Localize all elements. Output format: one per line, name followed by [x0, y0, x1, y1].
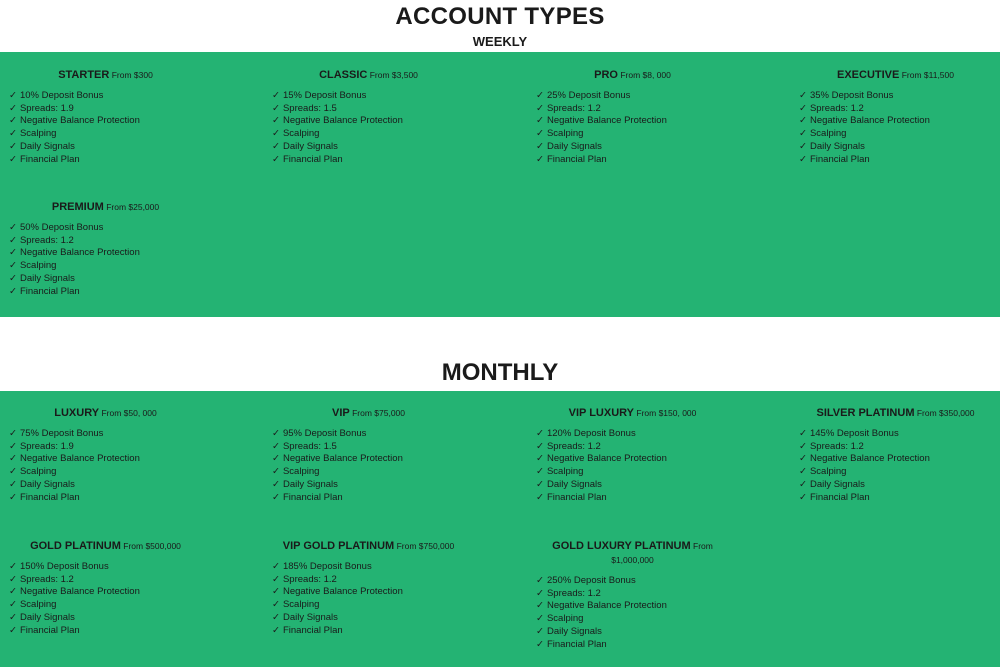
- feature-text: Scalping: [546, 613, 584, 625]
- checkmark-icon: ✓: [9, 491, 17, 503]
- feature-text: Financial Plan: [19, 285, 80, 297]
- checkmark-icon: ✓: [536, 153, 544, 165]
- feature-text: Daily Signals: [19, 272, 75, 284]
- feature-text: Financial Plan: [546, 638, 607, 650]
- feature-list: [515, 90, 750, 166]
- feature-item: [9, 273, 223, 286]
- feature-item: [272, 128, 486, 141]
- feature-text: Financial Plan: [282, 153, 343, 165]
- feature-text: 75% Deposit Bonus: [19, 428, 104, 439]
- feature-text: Daily Signals: [19, 611, 75, 623]
- feature-item: [799, 103, 1000, 116]
- account-name: STARTER: [58, 69, 110, 81]
- feature-item: [536, 115, 750, 128]
- account-name: PREMIUM: [51, 201, 104, 213]
- monthly-title: MONTHLY: [441, 359, 559, 386]
- weekly-section: [0, 52, 1000, 317]
- checkmark-icon: ✓: [9, 428, 17, 439]
- feature-text: Negative Balance Protection: [19, 586, 140, 598]
- account-card-header: [778, 68, 1000, 82]
- feature-item: [272, 441, 486, 454]
- feature-text: 95% Deposit Bonus: [282, 428, 367, 439]
- account-card: [0, 200, 223, 298]
- feature-item: [536, 453, 750, 466]
- checkmark-icon: ✓: [799, 491, 807, 503]
- checkmark-icon: ✓: [272, 624, 280, 636]
- account-price: From $350,000: [914, 408, 975, 418]
- account-card-header: [251, 68, 486, 82]
- feature-text: Spreads: 1.9: [19, 102, 74, 114]
- feature-text: Spreads: 1.2: [546, 102, 601, 114]
- checkmark-icon: ✓: [272, 611, 280, 623]
- checkmark-icon: ✓: [9, 453, 17, 465]
- feature-item: [536, 575, 750, 588]
- feature-item: [9, 466, 223, 479]
- account-name: LUXURY: [54, 407, 100, 419]
- feature-text: Scalping: [809, 466, 847, 478]
- account-card-header: [251, 539, 486, 553]
- feature-text: Negative Balance Protection: [546, 453, 667, 465]
- account-price: From $50, 000: [99, 408, 157, 418]
- feature-item: [536, 103, 750, 116]
- checkmark-icon: ✓: [272, 599, 280, 611]
- checkmark-icon: ✓: [272, 140, 280, 152]
- checkmark-icon: ✓: [9, 140, 17, 152]
- feature-item: [9, 286, 223, 299]
- account-card: [778, 406, 1000, 504]
- checkmark-icon: ✓: [536, 428, 544, 439]
- feature-item: [272, 466, 486, 479]
- checkmark-icon: ✓: [799, 115, 807, 127]
- account-card: [0, 406, 223, 504]
- feature-item: [536, 141, 750, 154]
- feature-text: Scalping: [19, 599, 57, 611]
- feature-text: Spreads: 1.2: [809, 102, 864, 114]
- feature-item: [799, 453, 1000, 466]
- checkmark-icon: ✓: [799, 90, 807, 101]
- feature-text: 10% Deposit Bonus: [19, 90, 104, 101]
- feature-list: [778, 428, 1000, 504]
- feature-text: Spreads: 1.2: [809, 440, 864, 452]
- checkmark-icon: ✓: [9, 478, 17, 490]
- feature-text: Scalping: [19, 128, 57, 140]
- feature-text: Negative Balance Protection: [282, 453, 403, 465]
- checkmark-icon: ✓: [9, 247, 17, 259]
- feature-item: [9, 141, 223, 154]
- checkmark-icon: ✓: [272, 440, 280, 452]
- feature-list: [0, 561, 223, 637]
- feature-text: Scalping: [282, 599, 320, 611]
- account-card-header: [778, 406, 1000, 420]
- feature-text: Spreads: 1.2: [19, 573, 74, 585]
- account-name: EXECUTIVE: [836, 69, 900, 81]
- feature-text: Daily Signals: [809, 478, 865, 490]
- checkmark-icon: ✓: [9, 128, 17, 140]
- monthly-section: [0, 391, 1000, 667]
- feature-item: [799, 441, 1000, 454]
- feature-item: [799, 479, 1000, 492]
- checkmark-icon: ✓: [536, 638, 544, 650]
- feature-list: [0, 428, 223, 504]
- account-name: GOLD LUXURY PLATINUM: [552, 540, 691, 552]
- account-price: From $75,000: [349, 408, 405, 418]
- checkmark-icon: ✓: [272, 573, 280, 585]
- feature-text: Scalping: [282, 466, 320, 478]
- feature-item: [799, 115, 1000, 128]
- account-card: [251, 539, 486, 637]
- checkmark-icon: ✓: [536, 625, 544, 637]
- feature-item: [9, 260, 223, 273]
- account-name: CLASSIC: [319, 69, 368, 81]
- feature-list: [515, 575, 750, 651]
- feature-text: 150% Deposit Bonus: [19, 561, 109, 572]
- feature-item: [272, 612, 486, 625]
- feature-item: [536, 588, 750, 601]
- checkmark-icon: ✓: [536, 491, 544, 503]
- feature-text: Scalping: [19, 260, 57, 272]
- account-price: From $300: [109, 70, 153, 80]
- checkmark-icon: ✓: [536, 440, 544, 452]
- feature-text: Financial Plan: [19, 491, 80, 503]
- feature-item: [9, 441, 223, 454]
- feature-text: Financial Plan: [546, 491, 607, 503]
- feature-item: [9, 222, 223, 235]
- feature-text: Spreads: 1.9: [19, 440, 74, 452]
- account-card-header: [0, 406, 223, 420]
- checkmark-icon: ✓: [272, 153, 280, 165]
- checkmark-icon: ✓: [799, 478, 807, 490]
- feature-text: Scalping: [546, 466, 584, 478]
- feature-text: Scalping: [282, 128, 320, 140]
- checkmark-icon: ✓: [536, 102, 544, 114]
- feature-item: [9, 453, 223, 466]
- account-card-header: [0, 539, 223, 553]
- feature-text: Financial Plan: [546, 153, 607, 165]
- feature-item: [9, 625, 223, 638]
- checkmark-icon: ✓: [799, 128, 807, 140]
- checkmark-icon: ✓: [9, 599, 17, 611]
- feature-text: 185% Deposit Bonus: [282, 561, 372, 572]
- account-name: PRO: [594, 69, 618, 81]
- feature-item: [9, 115, 223, 128]
- feature-item: [536, 466, 750, 479]
- feature-text: Financial Plan: [282, 624, 343, 636]
- feature-text: Scalping: [809, 128, 847, 140]
- account-name: VIP LUXURY: [568, 407, 635, 419]
- feature-item: [9, 154, 223, 167]
- checkmark-icon: ✓: [536, 90, 544, 101]
- checkmark-icon: ✓: [272, 586, 280, 598]
- feature-text: 120% Deposit Bonus: [546, 428, 636, 439]
- feature-text: Scalping: [546, 128, 584, 140]
- checkmark-icon: ✓: [9, 234, 17, 246]
- checkmark-icon: ✓: [799, 153, 807, 165]
- checkmark-icon: ✓: [272, 453, 280, 465]
- checkmark-icon: ✓: [272, 115, 280, 127]
- feature-item: [799, 428, 1000, 441]
- account-card-header: [0, 68, 223, 82]
- checkmark-icon: ✓: [272, 491, 280, 503]
- feature-item: [272, 561, 486, 574]
- feature-text: Negative Balance Protection: [546, 115, 667, 127]
- account-name: VIP GOLD PLATINUM: [282, 540, 395, 552]
- checkmark-icon: ✓: [9, 90, 17, 101]
- feature-text: Negative Balance Protection: [19, 115, 140, 127]
- feature-item: [536, 479, 750, 492]
- checkmark-icon: ✓: [799, 466, 807, 478]
- feature-text: 250% Deposit Bonus: [546, 575, 636, 586]
- checkmark-icon: ✓: [799, 102, 807, 114]
- feature-item: [9, 492, 223, 505]
- feature-text: Negative Balance Protection: [19, 247, 140, 259]
- feature-text: Daily Signals: [19, 140, 75, 152]
- feature-text: Spreads: 1.2: [282, 573, 337, 585]
- feature-item: [9, 574, 223, 587]
- feature-item: [799, 128, 1000, 141]
- feature-item: [536, 613, 750, 626]
- checkmark-icon: ✓: [536, 453, 544, 465]
- feature-text: Daily Signals: [546, 140, 602, 152]
- feature-list: [251, 428, 486, 504]
- account-name: VIP: [331, 407, 350, 419]
- feature-item: [9, 103, 223, 116]
- checkmark-icon: ✓: [9, 573, 17, 585]
- feature-item: [9, 247, 223, 260]
- feature-item: [272, 90, 486, 103]
- feature-item: [272, 453, 486, 466]
- feature-item: [272, 141, 486, 154]
- feature-item: [9, 479, 223, 492]
- feature-text: Spreads: 1.2: [546, 440, 601, 452]
- feature-text: Financial Plan: [809, 153, 870, 165]
- feature-text: Spreads: 1.2: [546, 587, 601, 599]
- feature-item: [799, 466, 1000, 479]
- feature-text: Financial Plan: [809, 491, 870, 503]
- account-price: From $8, 000: [617, 70, 671, 80]
- feature-item: [536, 154, 750, 167]
- checkmark-icon: ✓: [9, 440, 17, 452]
- feature-text: Negative Balance Protection: [809, 115, 930, 127]
- feature-item: [799, 492, 1000, 505]
- checkmark-icon: ✓: [536, 466, 544, 478]
- account-card-header: [545, 539, 720, 567]
- feature-item: [9, 599, 223, 612]
- checkmark-icon: ✓: [9, 115, 17, 127]
- account-price: From $1,000,000: [611, 541, 713, 565]
- feature-text: 50% Deposit Bonus: [19, 222, 104, 233]
- account-card: [251, 406, 486, 504]
- feature-item: [272, 103, 486, 116]
- checkmark-icon: ✓: [272, 478, 280, 490]
- feature-item: [9, 561, 223, 574]
- feature-text: Daily Signals: [809, 140, 865, 152]
- feature-item: [536, 600, 750, 613]
- checkmark-icon: ✓: [272, 428, 280, 439]
- checkmark-icon: ✓: [9, 586, 17, 598]
- feature-list: [251, 561, 486, 637]
- feature-text: 35% Deposit Bonus: [809, 90, 894, 101]
- feature-item: [9, 612, 223, 625]
- feature-text: 25% Deposit Bonus: [546, 90, 631, 101]
- account-card: [515, 539, 750, 651]
- checkmark-icon: ✓: [536, 600, 544, 612]
- feature-text: Negative Balance Protection: [282, 586, 403, 598]
- account-card-header: [0, 200, 223, 214]
- checkmark-icon: ✓: [799, 440, 807, 452]
- feature-text: Negative Balance Protection: [546, 600, 667, 612]
- account-price: From $11,500: [899, 70, 954, 80]
- feature-item: [272, 479, 486, 492]
- feature-item: [9, 90, 223, 103]
- feature-text: 15% Deposit Bonus: [282, 90, 367, 101]
- account-name: SILVER PLATINUM: [816, 407, 915, 419]
- feature-item: [799, 141, 1000, 154]
- feature-text: Daily Signals: [19, 478, 75, 490]
- feature-text: Financial Plan: [19, 153, 80, 165]
- checkmark-icon: ✓: [536, 115, 544, 127]
- checkmark-icon: ✓: [272, 128, 280, 140]
- checkmark-icon: ✓: [9, 561, 17, 572]
- checkmark-icon: ✓: [9, 466, 17, 478]
- checkmark-icon: ✓: [536, 140, 544, 152]
- account-card: [0, 539, 223, 637]
- feature-text: Daily Signals: [546, 478, 602, 490]
- account-price: From $500,000: [120, 541, 181, 551]
- feature-item: [9, 586, 223, 599]
- feature-item: [272, 586, 486, 599]
- feature-text: Spreads: 1.2: [19, 234, 74, 246]
- checkmark-icon: ✓: [9, 611, 17, 623]
- account-price: From $750,000: [394, 541, 455, 551]
- checkmark-icon: ✓: [9, 272, 17, 284]
- checkmark-icon: ✓: [799, 140, 807, 152]
- feature-list: [0, 222, 223, 298]
- account-card-header: [515, 406, 750, 420]
- checkmark-icon: ✓: [9, 102, 17, 114]
- feature-item: [9, 128, 223, 141]
- feature-list: [515, 428, 750, 504]
- feature-text: Negative Balance Protection: [809, 453, 930, 465]
- feature-item: [799, 90, 1000, 103]
- feature-list: [251, 90, 486, 166]
- feature-list: [778, 90, 1000, 166]
- checkmark-icon: ✓: [536, 478, 544, 490]
- feature-item: [272, 625, 486, 638]
- weekly-subtitle: WEEKLY: [472, 34, 528, 49]
- account-card: [778, 68, 1000, 166]
- checkmark-icon: ✓: [536, 128, 544, 140]
- checkmark-icon: ✓: [536, 613, 544, 625]
- checkmark-icon: ✓: [536, 587, 544, 599]
- checkmark-icon: ✓: [9, 285, 17, 297]
- feature-text: Scalping: [19, 466, 57, 478]
- checkmark-icon: ✓: [9, 153, 17, 165]
- feature-item: [536, 90, 750, 103]
- feature-item: [272, 154, 486, 167]
- feature-item: [9, 428, 223, 441]
- feature-item: [536, 441, 750, 454]
- feature-item: [536, 428, 750, 441]
- checkmark-icon: ✓: [799, 428, 807, 439]
- feature-text: Daily Signals: [282, 478, 338, 490]
- feature-text: Daily Signals: [546, 625, 602, 637]
- account-price: From $150, 000: [634, 408, 697, 418]
- account-price: From $25,000: [103, 202, 160, 212]
- feature-list: [0, 90, 223, 166]
- feature-item: [536, 626, 750, 639]
- feature-text: Negative Balance Protection: [282, 115, 403, 127]
- checkmark-icon: ✓: [536, 575, 544, 586]
- account-name: GOLD PLATINUM: [30, 540, 121, 552]
- feature-item: [799, 154, 1000, 167]
- feature-text: Negative Balance Protection: [19, 453, 140, 465]
- checkmark-icon: ✓: [272, 466, 280, 478]
- feature-text: Financial Plan: [19, 624, 80, 636]
- feature-item: [272, 574, 486, 587]
- feature-item: [272, 599, 486, 612]
- checkmark-icon: ✓: [9, 222, 17, 233]
- checkmark-icon: ✓: [9, 624, 17, 636]
- account-card: [251, 68, 486, 166]
- checkmark-icon: ✓: [272, 561, 280, 572]
- account-card: [0, 68, 223, 166]
- account-price: From $3,500: [367, 70, 418, 80]
- feature-item: [272, 492, 486, 505]
- checkmark-icon: ✓: [272, 90, 280, 101]
- feature-item: [272, 428, 486, 441]
- feature-item: [9, 235, 223, 248]
- account-card-header: [515, 68, 750, 82]
- feature-item: [272, 115, 486, 128]
- feature-item: [536, 128, 750, 141]
- account-card: [515, 68, 750, 166]
- checkmark-icon: ✓: [272, 102, 280, 114]
- feature-text: 145% Deposit Bonus: [809, 428, 899, 439]
- feature-text: Daily Signals: [282, 611, 338, 623]
- page-title: ACCOUNT TYPES: [395, 3, 605, 30]
- account-card-header: [251, 406, 486, 420]
- feature-text: Daily Signals: [282, 140, 338, 152]
- feature-text: Financial Plan: [282, 491, 343, 503]
- checkmark-icon: ✓: [9, 260, 17, 272]
- checkmark-icon: ✓: [799, 453, 807, 465]
- feature-item: [536, 639, 750, 652]
- feature-text: Spreads: 1.5: [282, 440, 337, 452]
- feature-text: Spreads: 1.5: [282, 102, 337, 114]
- feature-item: [536, 492, 750, 505]
- account-card: [515, 406, 750, 504]
